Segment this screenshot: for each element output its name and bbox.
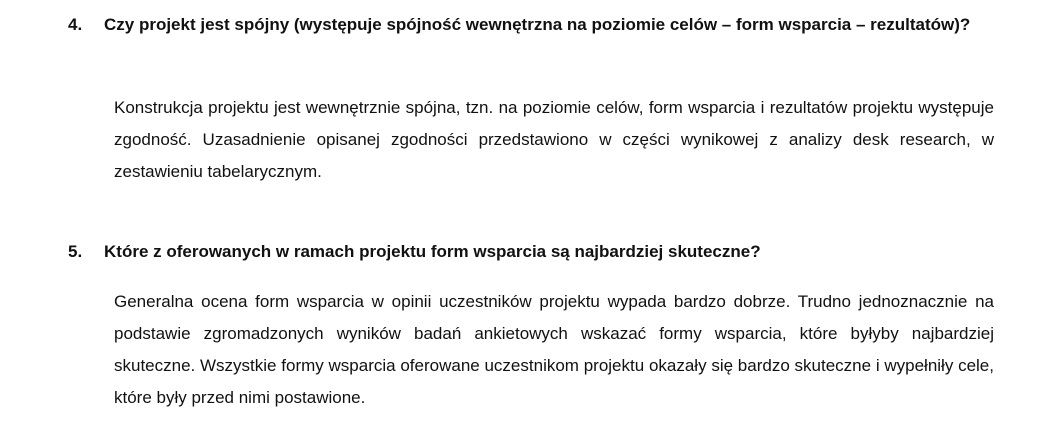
question-4 [68,9,1008,41]
question-5 [68,236,1008,268]
answer-5: Generalna ocena form wsparcia w opinii uczestników projektu wypada bardzo dobrze. Trudno jednoznacznie na podstawie zgromadzonych wyników badań ankietowych wskazać formy wsparcia, które byłyby najbardziej skuteczne. Wszystkie formy wsparcia oferowane uczestnikom projektu okazały się bardzo skuteczne i wypełniły cele, które były przed nimi postawione. [114,292,994,407]
answer-4: Konstrukcja projektu jest wewnętrznie spójna, tzn. na poziomie celów, form wsparcia i rezultatów projektu występuje zgodność. Uzasadnienie opisanej zgodności przedstawiono w części wynikowej z analizy desk research, w zestawieniu tabelarycznym. [114,98,994,181]
question-number: 4. [68,15,83,34]
question-text: Które z oferowanych w ramach projektu form wsparcia są najbardziej skuteczne? [104,242,761,261]
question-text: Czy projekt jest spójny (występuje spójność wewnętrzna na poziomie celów – form wsparcia – rezultatów)? [104,15,971,34]
question-number: 5. [68,242,83,261]
